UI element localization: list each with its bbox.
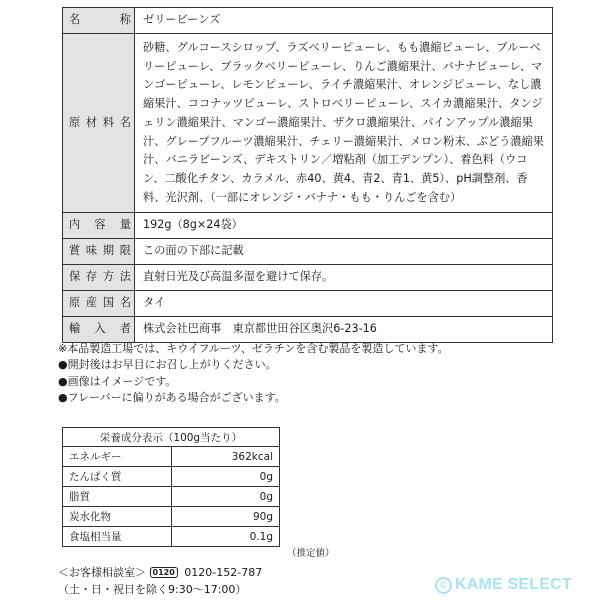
nutrition-fat-label: 脂質 xyxy=(63,487,172,507)
note-after-opening: ●開封後はお早目にお召し上がりください。 xyxy=(58,358,277,372)
label-best-before-key: 賞味期限 xyxy=(63,239,135,265)
nutrition-header-row xyxy=(63,428,280,447)
label-row-best-before xyxy=(63,239,553,265)
label-best-before-value: この面の下部に記載 xyxy=(135,239,553,265)
nutrition-row xyxy=(63,527,280,547)
label-row-name xyxy=(63,8,553,34)
label-row-content xyxy=(63,213,553,239)
nutrition-energy-value: 362kcal xyxy=(171,447,280,467)
label-content-key: 内 容 量 xyxy=(63,213,135,239)
product-label-table xyxy=(62,7,553,343)
note-factory-allergen: ※本品製造工場では、キウイフルーツ、ゼラチンを含む製品を製造しています。 xyxy=(58,342,449,355)
label-importer-value: 株式会社巴商事 東京都世田谷区奥沢6-23-16 xyxy=(135,317,553,343)
watermark xyxy=(435,576,572,594)
label-ingredients-value: 砂糖、グルコースシロップ、ラズベリーピューレ、もも濃縮ピューレ、ブルーベリーピューレ、ブラックベリーピューレ、りんご濃縮果汁、バナナピューレ、マンゴーピューレ、レモンピューレ、ライチ濃縮果汁、オレンジピューレ、なし濃縮果汁、ココナッツピューレ、ストロベリーピューレ、スイカ濃縮果汁、タンジェリン濃縮果汁、マンゴー濃縮果汁、ザクロ濃縮果汁、パインアップル濃縮果汁、グレープフルーツ濃縮果汁、チェリー濃縮果汁、メロン粉末、ぶどう濃縮果汁、バニラビーンズ、デキストリン／増粘剤（加工デンプン）、着色料（ウコン、二酸化チタン、カラメル、赤40、黄4、青2、青1、黄5）、pH調整剤、香料、光沢剤、（一部にオレンジ・バナナ・もも・りんごを含む） xyxy=(135,34,553,213)
nutrition-protein-label: たんぱく質 xyxy=(63,467,172,487)
nutrition-salt-value: 0.1g xyxy=(171,527,280,547)
notes-section xyxy=(58,341,558,407)
label-row-origin xyxy=(63,291,553,317)
nutrition-row xyxy=(63,467,280,487)
copyright-icon: © xyxy=(435,577,452,594)
label-content-value: 192g（8g×24袋） xyxy=(135,213,553,239)
contact-phone: 0120-152-787 xyxy=(184,566,263,579)
nutrition-energy-label: エネルギー xyxy=(63,447,172,467)
note-flavor-bias: ●フレーバーに偏りがある場合がございます。 xyxy=(58,391,286,405)
label-row-importer xyxy=(63,317,553,343)
label-row-storage xyxy=(63,265,553,291)
nutrition-row xyxy=(63,447,280,467)
contact-line xyxy=(58,564,368,581)
nutrition-carbohydrate-value: 90g xyxy=(171,507,280,527)
label-storage-value: 直射日光及び高温多湿を避けて保存。 xyxy=(135,265,553,291)
nutrition-estimate-note: （推定値） xyxy=(287,548,335,559)
nutrition-protein-value: 0g xyxy=(171,467,280,487)
nutrition-title: 栄養成分表示（100g当たり） xyxy=(63,428,280,447)
label-origin-value: タイ xyxy=(135,291,553,317)
label-origin-key: 原産国名 xyxy=(63,291,135,317)
label-name-key: 名 称 xyxy=(63,8,135,34)
contact-title: ＜お客様相談室＞ xyxy=(58,566,146,579)
label-storage-key: 保存方法 xyxy=(63,265,135,291)
note-image: ●画像はイメージです。 xyxy=(58,374,177,388)
label-row-ingredients xyxy=(63,34,553,213)
contact-hours: （土・日・祝日を除く9:30～17:00） xyxy=(58,583,247,596)
label-name-value: ゼリービーンズ xyxy=(135,8,553,34)
customer-contact xyxy=(58,564,368,598)
label-importer-key: 輸 入 者 xyxy=(63,317,135,343)
nutrition-facts-table xyxy=(62,427,280,547)
watermark-text: KAME SELECT xyxy=(455,576,572,593)
label-ingredients-key: 原材料名 xyxy=(63,34,135,213)
nutrition-carbohydrate-label: 炭水化物 xyxy=(63,507,172,527)
nutrition-salt-label: 食塩相当量 xyxy=(63,527,172,547)
nutrition-row xyxy=(63,507,280,527)
freedial-icon: 0120 xyxy=(150,567,178,578)
nutrition-fat-value: 0g xyxy=(171,487,280,507)
nutrition-row xyxy=(63,487,280,507)
